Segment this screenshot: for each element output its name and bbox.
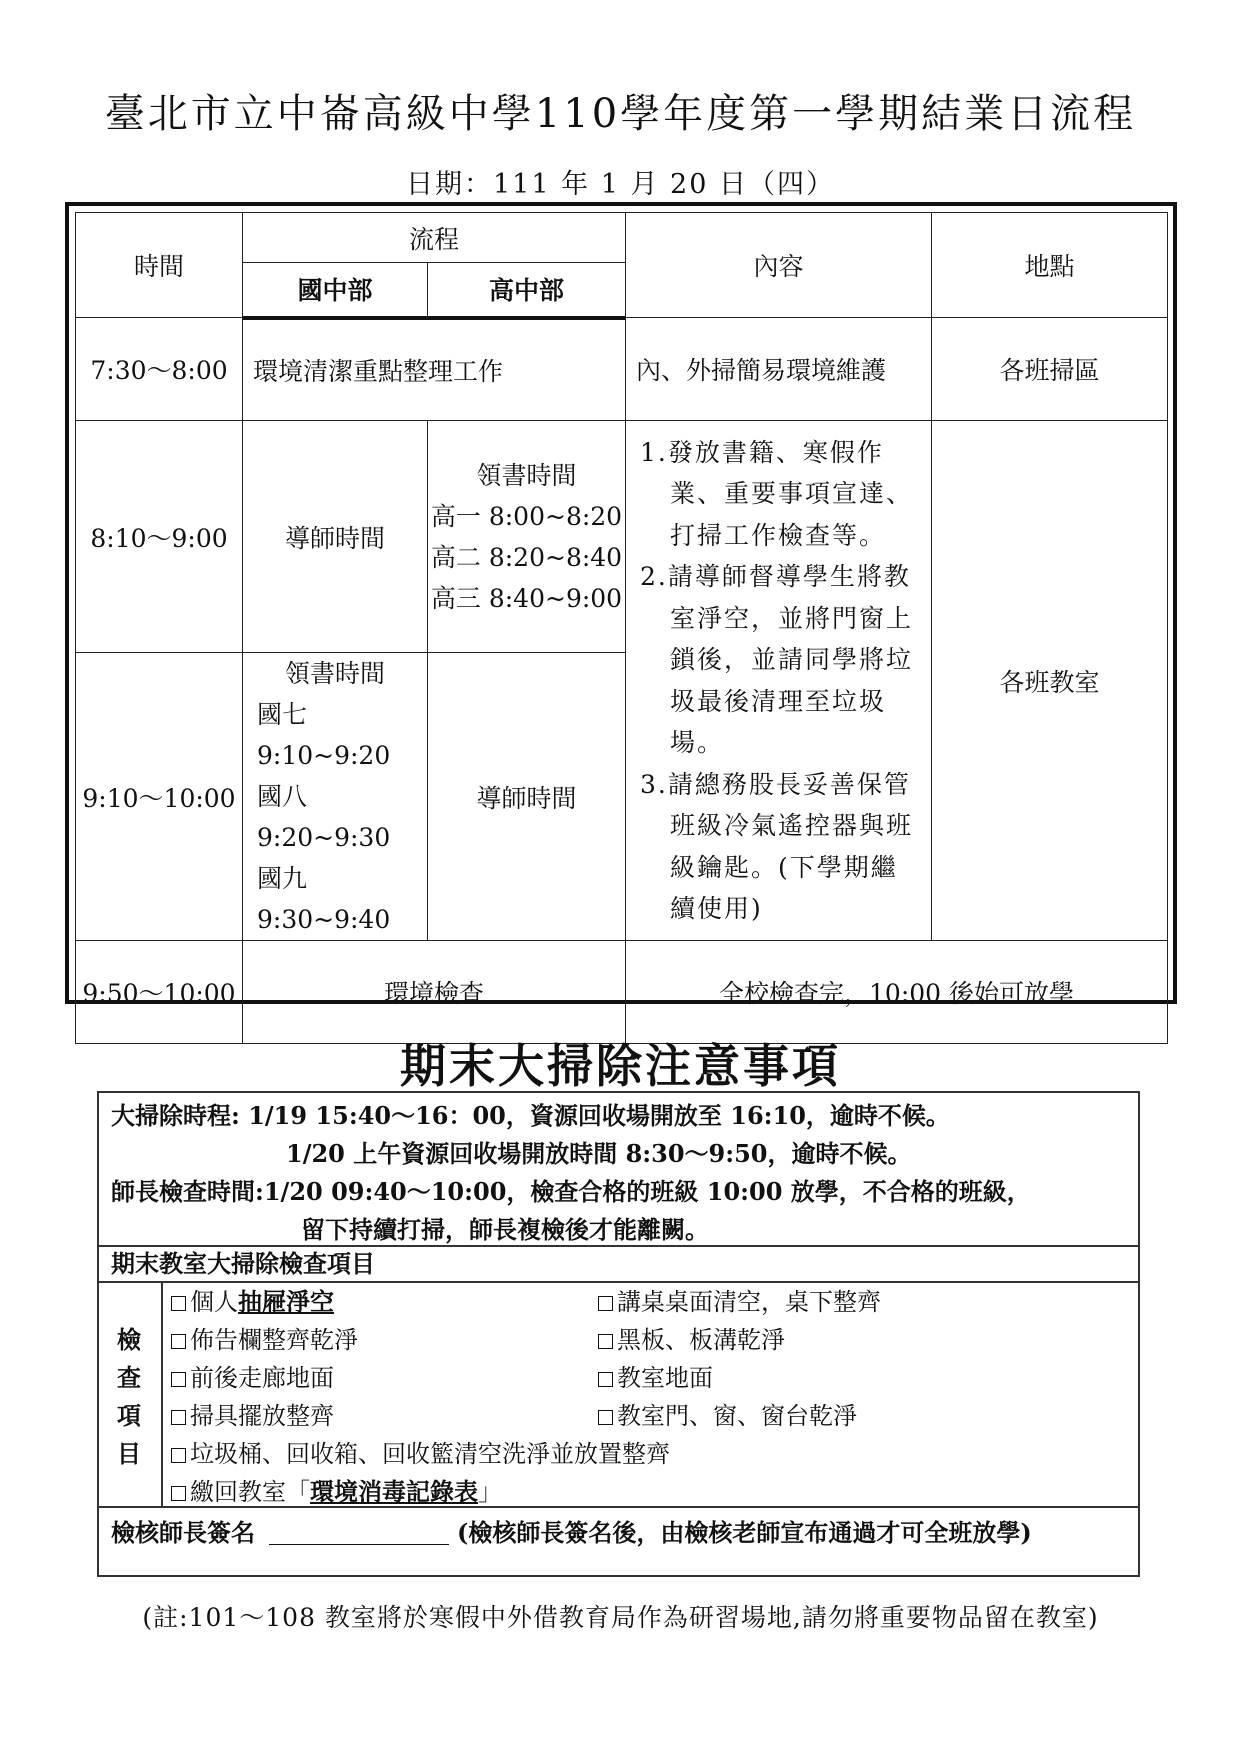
checklist-item[interactable] [598, 1283, 881, 1321]
row2-junior: 導師時間 [243, 421, 428, 653]
cleaning-box [97, 1091, 1140, 1577]
checkbox[interactable] [598, 1372, 613, 1387]
row3-junior-line: 國七 9:10~9:20 [257, 700, 391, 770]
header-senior: 高中部 [428, 263, 626, 318]
signature-field[interactable] [269, 1518, 449, 1545]
item-label: 繳回教室「 [190, 1478, 310, 1506]
checkbox[interactable] [598, 1296, 613, 1311]
row3-junior [243, 653, 428, 941]
row4-time: 9:50～10:00 [76, 941, 243, 1044]
page-title: 臺北市立中崙高級中學110學年度第一學期結業日流程 [104, 91, 1137, 137]
row4-content: 全校檢查完，10:00 後始可放學 [626, 941, 1168, 1044]
header-content: 內容 [626, 213, 932, 318]
event-date: 日期：111 年 1 月 20 日（四） [406, 169, 835, 200]
checklist-item[interactable] [171, 1288, 334, 1316]
row2-senior-line: 高一 8:00~8:20 [430, 501, 623, 531]
row2-senior-line: 高二 8:20~8:40 [430, 542, 623, 572]
checkbox[interactable] [171, 1334, 186, 1349]
checkbox[interactable] [171, 1486, 186, 1501]
item-label: 個人 [190, 1288, 238, 1316]
cleaning-heading: 期末大掃除注意事項 [400, 1039, 841, 1093]
checklist-title: 期末教室大掃除檢查項目 [111, 1249, 375, 1278]
side-label-char: 項 [117, 1401, 141, 1430]
content-item: 2.請導師督導學生將教室淨空，並將門窗上鎖後，並請同學將垃圾最後清理至垃圾場。 [640, 562, 914, 757]
checklist-item[interactable] [171, 1326, 358, 1354]
checklist-item[interactable] [171, 1478, 502, 1506]
item-label: 講桌桌面清空，桌下整齊 [617, 1288, 881, 1316]
inspection-time-line: 留下持續打掃，師長複檢後才能離闕。 [301, 1215, 709, 1244]
divider [99, 1506, 1138, 1508]
location-classroom: 各班教室 [932, 421, 1168, 941]
side-label-char: 查 [117, 1363, 141, 1392]
row4-flow: 環境檢查 [243, 941, 626, 1044]
checkbox[interactable] [171, 1296, 186, 1311]
header-junior: 國中部 [243, 263, 428, 318]
item-label: 佈告欄整齊乾淨 [190, 1326, 358, 1354]
row3-junior-line: 領書時間 [284, 659, 385, 688]
row1-location: 各班掃區 [932, 318, 1168, 421]
inspection-time-line: 師長檢查時間:1/20 09:40～10:00，檢查合格的班級 10:00 放學，不合格的班級， [111, 1177, 1031, 1206]
content-list-cell [626, 421, 932, 941]
row3-time: 9:10～10:00 [76, 653, 243, 941]
item-label: 掃具擺放整齊 [190, 1402, 334, 1430]
signature-note: (檢核師長簽名後，由檢核老師宣布通過才可全班放學) [457, 1518, 1032, 1547]
item-label: 前後走廊地面 [190, 1364, 334, 1392]
cleaning-schedule [111, 1097, 1130, 1249]
item-label: 垃圾桶、回收箱、回收籃清空洗淨並放置整齊 [190, 1440, 670, 1468]
row2-senior-line: 高三 8:40~9:00 [430, 583, 623, 613]
checklist-item[interactable] [598, 1321, 785, 1359]
item-label: 黑板、板溝乾淨 [617, 1326, 785, 1354]
row2-senior-line: 領書時間 [476, 460, 577, 490]
side-label-char: 目 [117, 1439, 141, 1468]
item-emphasis: 環境消毒記錄表 [310, 1477, 478, 1506]
header-flow: 流程 [243, 213, 626, 263]
row2-time: 8:10～9:00 [76, 421, 243, 653]
checklist-items [171, 1283, 1101, 1511]
content-item: 3.請總務股長妥善保管班級冷氣遙控器與班級鑰匙。(下學期繼續使用) [640, 769, 914, 923]
schedule-table [65, 202, 1177, 1008]
row2-senior [428, 421, 626, 653]
divider [161, 1281, 163, 1506]
item-label: 教室門、窗、窗台乾淨 [617, 1402, 857, 1430]
header-time: 時間 [76, 213, 243, 318]
item-label: 教室地面 [617, 1364, 713, 1392]
checkbox[interactable] [171, 1448, 186, 1463]
item-emphasis: 抽屜淨空 [238, 1287, 334, 1316]
row3-junior-line: 國九 9:30~9:40 [257, 864, 391, 934]
item-label: 」 [478, 1478, 502, 1506]
checklist-item[interactable] [598, 1359, 713, 1397]
row1-time: 7:30～8:00 [76, 318, 243, 421]
cleaning-schedule-line: 大掃除時程: 1/19 15:40～16：00，資源回收場開放至 16:10，逾時不候。 [111, 1101, 950, 1130]
row3-junior-line: 國八 9:20~9:30 [257, 782, 391, 852]
checkbox[interactable] [171, 1410, 186, 1425]
signature-row [111, 1513, 1032, 1553]
checkbox[interactable] [598, 1410, 613, 1425]
header-location: 地點 [932, 213, 1168, 318]
footnote: (註:101～108 教室將於寒假中外借教育局作為研習場地,請勿將重要物品留在教室) [142, 1603, 1099, 1632]
cleaning-schedule-line: 1/20 上午資源回收場開放時間 8:30～9:50，逾時不候。 [286, 1139, 912, 1168]
row1-content: 內、外掃簡易環境維護 [626, 318, 932, 421]
checklist-item[interactable] [171, 1364, 334, 1392]
signature-label: 檢核師長簽名 [111, 1518, 255, 1547]
checklist-item[interactable] [598, 1397, 857, 1435]
checkbox[interactable] [598, 1334, 613, 1349]
checklist-item[interactable] [171, 1402, 334, 1430]
row1-flow: 環境清潔重點整理工作 [243, 318, 626, 421]
checklist-item[interactable] [171, 1440, 670, 1468]
content-item: 1.發放書籍、寒假作業、重要事項宣達、打掃工作檢查等。 [640, 437, 914, 550]
side-label-char: 檢 [117, 1325, 141, 1354]
checklist-side-label [109, 1321, 149, 1473]
checkbox[interactable] [171, 1372, 186, 1387]
row3-senior: 導師時間 [428, 653, 626, 941]
